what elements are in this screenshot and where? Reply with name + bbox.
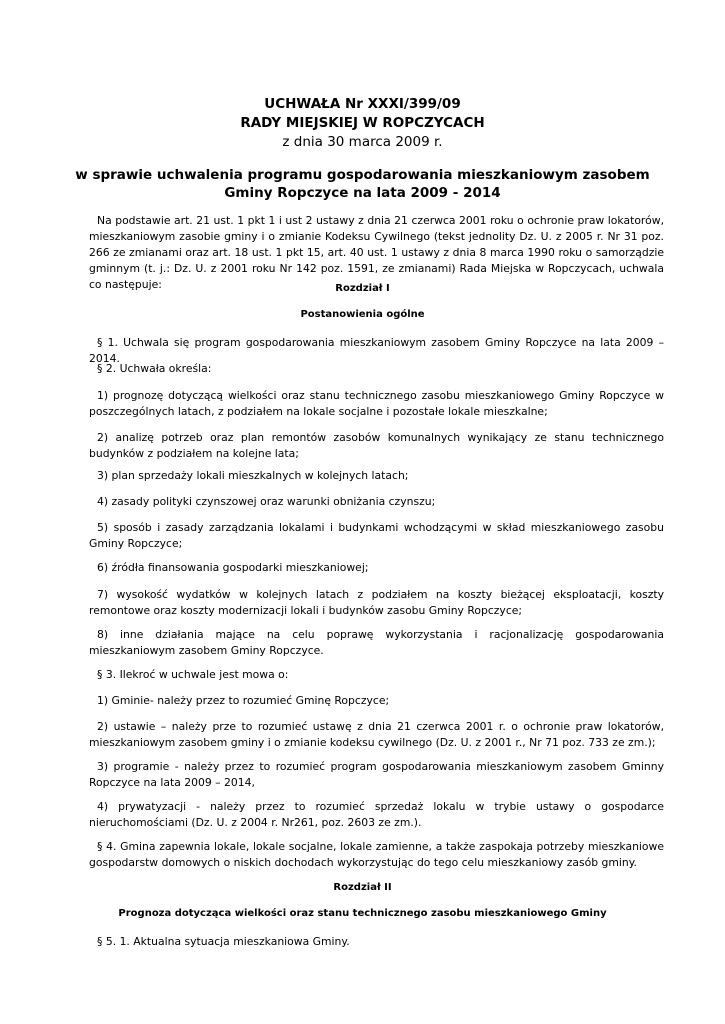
resolution-subject-line1: w sprawie uchwalenia programu gospodarowania mieszkaniowym zasobem <box>75 167 650 183</box>
chapter-title: Postanowienia ogólne <box>300 309 425 320</box>
council-name: RADY MIEJSKIEJ W ROPCZYCACH <box>240 115 485 131</box>
resolution-number: UCHWAŁA Nr XXXI/399/09 <box>264 96 461 112</box>
paragraph-5: § 5. 1. Aktualna sytuacja mieszkaniowa Gminy. <box>97 935 350 948</box>
chapter-title: Prognoza dotycząca wielkości oraz stanu technicznego zasobu mieszkaniowego Gminy <box>118 908 607 919</box>
list-item: 1) prognozę dotyczącą wielkości oraz stanu technicznego zasobu mieszkaniowego Gminy Ropczyce w poszczególnych latach, z podziałem na lokale socjalne i pozostałe lokale mieszkalne; <box>89 389 664 418</box>
list-item: 2) analizę potrzeb oraz plan remontów zasobów komunalnych wynikający ze stanu technicznego budynków z podziałem na kolejne lata; <box>89 431 664 460</box>
preamble: Na podstawie art. 21 ust. 1 pkt 1 i ust 2 ustawy z dnia 21 czerwca 2001 roku o ochronie praw lokatorów, mieszkaniowym zasobie gminy i o zmianie Kodeksu Cywilnego (tekst jednolity Dz. U. z 2005 r. Nr 31 poz. 266 ze zmianami oraz art. 18 ust. 1 pkt 15, art. 40 ust. 1 ustawy z dnia 8 marca 1990 roku o samorządzie gminnym (t. j.: Dz. U. z 2001 roku Nr 142 poz. 1591, ze zmianami) Rada Miejska w Ropczycach, uchwala co następuje: <box>89 214 664 291</box>
paragraph-1: § 1. Uchwala się program gospodarowania mieszkaniowym zasobem Gminy Ropczyce na lata 2009 – 2014. <box>89 336 664 365</box>
list-item: 4) zasady polityki czynszowej oraz warunki obniżania czynszu; <box>97 495 436 508</box>
resolution-date: z dnia 30 marca 2009 r. <box>282 134 443 150</box>
chapter-heading: Rozdział II <box>333 882 392 893</box>
list-item: 7) wysokość wydatków w kolejnych latach z podziałem na koszty bieżącej eksploatacji, koszty remontowe oraz koszty modernizacji lokali i budynków zasobu Gminy Ropczyce; <box>89 588 664 617</box>
resolution-subject-line2: Gminy Ropczyce na lata 2009 - 2014 <box>224 185 501 201</box>
list-item: 3) programie - należy przez to rozumieć program gospodarowania mieszkaniowym zasobem Gminny Ropczyce na lata 2009 – 2014, <box>89 760 664 789</box>
list-item: 3) plan sprzedaży lokali mieszkalnych w kolejnych latach; <box>97 469 409 482</box>
list-item: 6) źródła finansowania gospodarki mieszkaniowej; <box>97 561 369 574</box>
paragraph-2: § 2. Uchwała określa: <box>97 362 212 375</box>
paragraph-3: § 3. Ilekroć w uchwale jest mowa o: <box>97 668 289 681</box>
list-item: 5) sposób i zasady zarządzania lokalami i budynkami wchodzącymi w skład mieszkaniowego zasobu Gminy Ropczyce; <box>89 521 664 550</box>
list-item: 1) Gminie- należy przez to rozumieć Gminę Ropczyce; <box>97 694 390 707</box>
chapter-heading: Rozdział I <box>335 283 390 294</box>
list-item: 2) ustawie – należy prze to rozumieć ustawę z dnia 21 czerwca 2001 r. o ochronie praw lokatorów, mieszkaniowym zasobem gminy i o zmianie kodeksu cywilnego (Dz. U. z 2001 r., Nr 71 poz. 733 ze zm.); <box>89 720 664 749</box>
list-item: 4) prywatyzacji - należy przez to rozumieć sprzedaż lokalu w trybie ustawy o gospodarce nieruchomościami (Dz. U. z 2004 r. Nr261, poz. 2603 ze zm.). <box>89 800 664 829</box>
paragraph-4: § 4. Gmina zapewnia lokale, lokale socjalne, lokale zamienne, a także zaspokaja potrzeby mieszkaniowe gospodarstw domowych o niskich dochodach wykorzystując do tego celu mieszkaniowy zasób gminy. <box>89 840 664 869</box>
list-item: 8) inne działania mające na celu poprawę wykorzystania i racjonalizację gospodarowania mieszkaniowym zasobem Gminy Ropczyce. <box>89 628 664 657</box>
